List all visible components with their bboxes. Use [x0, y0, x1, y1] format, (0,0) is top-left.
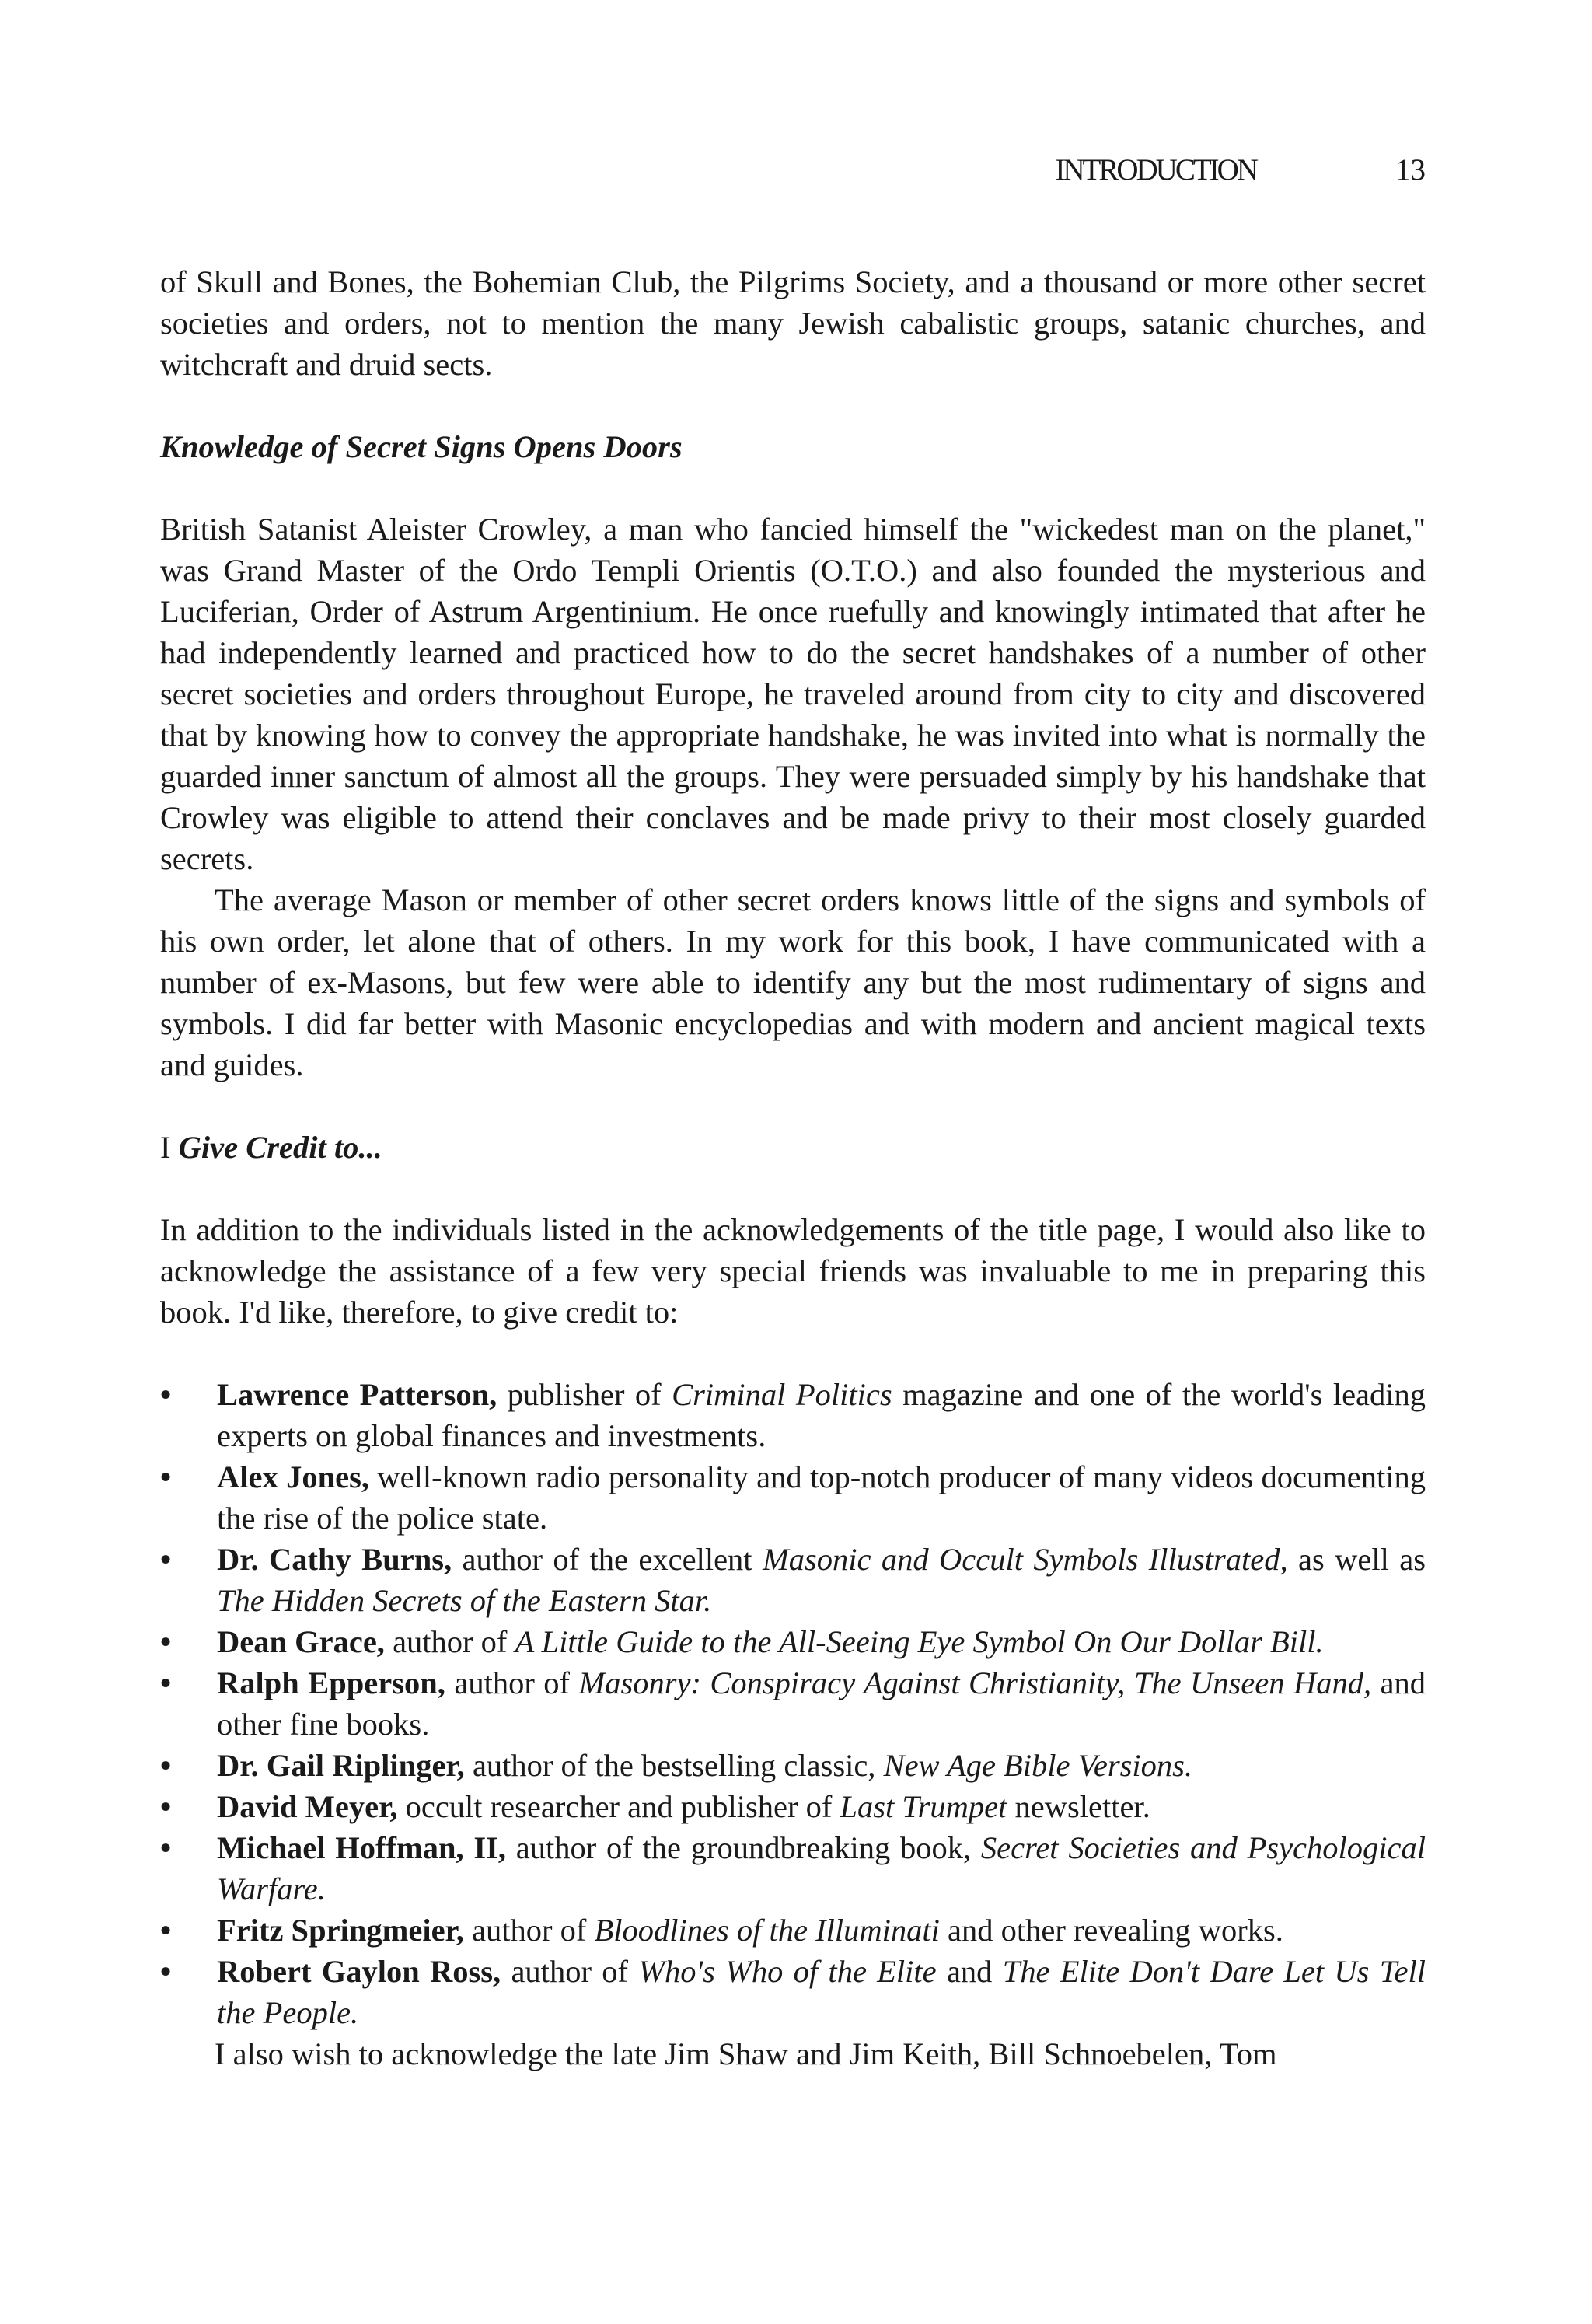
credit-work-title: Who's Who of the Elite — [638, 1954, 937, 1989]
credit-work-title: Masonic and Occult Symbols Illustrated, — [762, 1542, 1288, 1577]
credit-text: as well as — [1287, 1542, 1426, 1577]
credit-work-title: A Little Guide to the All-Seeing Eye Symbol On Our Dollar Bill. — [515, 1624, 1324, 1659]
bullet: • — [160, 1624, 172, 1659]
credit-text: well-known radio personality and top-notch producer of many videos documenting the rise of the police state. — [217, 1459, 1426, 1536]
page-number: 13 — [1395, 153, 1426, 187]
credit-text: author of — [445, 1665, 579, 1700]
credits-intro: In addition to the individuals listed in the acknowledgements of the title page, I would also like to acknowledge the assistance of a few very special friends was invaluable to me in preparing this book. I'd like, therefore, to give credit to: — [160, 1212, 1426, 1330]
credit-item — [160, 1662, 1426, 1745]
bullet: • — [160, 1913, 172, 1948]
bullet: • — [160, 1377, 172, 1412]
credit-work-title: New Age Bible Versions. — [883, 1748, 1193, 1783]
credit-name: Lawrence Patterson, — [217, 1377, 498, 1412]
credit-text: and other fine books. — [217, 1665, 1426, 1742]
credit-item — [160, 1621, 1426, 1662]
bullet: • — [160, 1830, 172, 1865]
credit-text: author of — [501, 1954, 639, 1989]
credits-list — [160, 1374, 1426, 2033]
opening-paragraph: of Skull and Bones, the Bohemian Club, the Pilgrims Society, and a thousand or more other secret societies and orders, not to mention the many Jewish cabalistic groups, satanic churches, and witchcraft and druid sects. — [160, 264, 1426, 382]
paragraph-crowley: British Satanist Aleister Crowley, a man who fancied himself the "wickedest man on the planet," was Grand Master of the Ordo Templi Orientis (O.T.O.) and also founded the mysterious and Luciferian, Order of Astrum Argentinium. He once ruefully and knowingly intimated that after he had independently learned and practiced how to do the secret handshakes of a number of other secret societies and orders throughout Europe, he traveled around from city to city and discovered that by knowing how to convey the appropriate handshake, he was invited into what is normally the guarded inner sanctum of almost all the groups. They were persuaded simply by his handshake that Crowley was eligible to attend their conclaves and be made privy to their most closely guarded secrets. — [160, 512, 1426, 876]
credit-text: author of the excellent — [452, 1542, 763, 1577]
book-page — [160, 0, 1426, 2324]
closing-paragraph: I also wish to acknowledge the late Jim Shaw and Jim Keith, Bill Schnoebelen, Tom — [215, 2036, 1277, 2071]
credit-text: author of — [384, 1624, 515, 1659]
running-head — [160, 152, 1426, 199]
heading-prefix: I — [160, 1130, 179, 1165]
credit-text: publisher of — [497, 1377, 672, 1412]
bullet: • — [160, 1954, 172, 1989]
paragraph-average-mason: The average Mason or member of other secret orders knows little of the signs and symbols of his own order, let alone that of others. In my work for this book, I have communicated with a number of ex-Masons, but few were able to identify any but the most rudimentary of signs and symbols. I did far better with Masonic encyclopedias and with modern and ancient magical texts and guides. — [160, 882, 1426, 1082]
credit-name: Dr. Cathy Burns, — [217, 1542, 452, 1577]
credit-name: Dr. Gail Riplinger, — [217, 1748, 465, 1783]
credit-name: Fritz Springmeier, — [217, 1913, 464, 1948]
body-text — [160, 261, 1426, 2074]
section-heading-credits — [160, 1127, 1426, 1168]
credit-name: Michael Hoffman, II, — [217, 1830, 507, 1865]
bullet: • — [160, 1459, 172, 1494]
credit-work-title: Bloodlines of the Illuminati — [594, 1913, 940, 1948]
credit-name: Robert Gaylon Ross, — [217, 1954, 501, 1989]
credit-work-title: Secret Societies and Psychological Warfare. — [217, 1830, 1426, 1906]
credit-name: Alex Jones, — [217, 1459, 369, 1494]
credit-item — [160, 1951, 1426, 2033]
credit-work-title: Last Trumpet — [840, 1789, 1007, 1824]
credit-item — [160, 1827, 1426, 1910]
bullet: • — [160, 1665, 172, 1700]
credit-work-title: The Hidden Secrets of the Eastern Star. — [217, 1583, 712, 1618]
credit-work-title: Masonry: Conspiracy Against Christianity, The Unseen Hand, — [578, 1665, 1372, 1700]
bullet: • — [160, 1748, 172, 1783]
bullet: • — [160, 1542, 172, 1577]
credit-text: and other revealing works. — [939, 1913, 1283, 1948]
running-title: INTRODUCTION — [1055, 153, 1256, 187]
credit-text: magazine and one of the world's leading experts on global finances and investments. — [217, 1377, 1426, 1453]
credit-text: author of the bestselling classic, — [464, 1748, 884, 1783]
heading-italic-text: Give Credit to... — [178, 1130, 382, 1165]
credit-item — [160, 1374, 1426, 1456]
credit-item — [160, 1786, 1426, 1827]
credit-item — [160, 1539, 1426, 1621]
credit-text: and — [936, 1954, 1003, 1989]
section-heading-text: Knowledge of Secret Signs Opens Doors — [160, 429, 683, 464]
credit-name: Ralph Epperson, — [217, 1665, 445, 1700]
credit-text: newsletter. — [1007, 1789, 1150, 1824]
credit-item — [160, 1910, 1426, 1951]
credit-work-title: Criminal Politics — [672, 1377, 892, 1412]
credit-item — [160, 1745, 1426, 1786]
credit-name: David Meyer, — [217, 1789, 398, 1824]
credit-text: occult researcher and publisher of — [397, 1789, 840, 1824]
section-heading-secret-signs — [160, 426, 1426, 467]
credit-text: author of — [463, 1913, 595, 1948]
credit-work-title: The Elite Don't Dare Let Us Tell the People. — [217, 1954, 1426, 2030]
credit-item — [160, 1456, 1426, 1539]
credit-text: author of the groundbreaking book, — [506, 1830, 981, 1865]
bullet: • — [160, 1789, 172, 1824]
credit-name: Dean Grace, — [217, 1624, 385, 1659]
